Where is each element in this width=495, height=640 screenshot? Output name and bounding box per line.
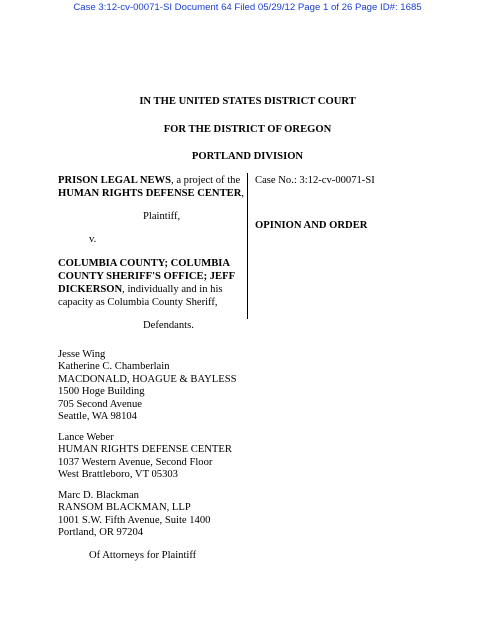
division-name: PORTLAND DIVISION [191, 151, 304, 162]
attorney-line: 1500 Hoge Building [58, 386, 145, 398]
versus: v. [89, 234, 97, 245]
defendants-label: Defendants. [143, 320, 194, 331]
plaintiff-org-comma: , [241, 188, 245, 199]
attorney-line: 705 Second Avenue [58, 398, 142, 410]
plaintiff-line-2 [58, 187, 244, 200]
document-title: OPINION AND ORDER [255, 220, 368, 231]
district-name: FOR THE DISTRICT OF OREGON [163, 124, 332, 135]
case-header: Case 3:12-cv-00071-SI Document 64 Filed 05/29/12 Page 1 of 26 Page ID#: 1685 [73, 2, 422, 13]
attorney-group-2 [58, 432, 232, 482]
attorney-line: 1037 Western Avenue, Second Floor [58, 456, 213, 468]
attorney-line: Marc D. Blackman [58, 490, 139, 501]
attorney-line: HUMAN RIGHTS DEFENSE CENTER [58, 444, 232, 456]
attorney-line: Jesse Wing [58, 349, 106, 360]
defendant-line-2: COUNTY SHERIFF'S OFFICE; JEFF [58, 271, 236, 282]
attorney-group-1 [58, 349, 237, 423]
plaintiff-name: PRISON LEGAL NEWS [58, 175, 172, 186]
court-name: IN THE UNITED STATES DISTRICT COURT [139, 96, 356, 107]
attorney-line: Katherine C. Chamberlain [58, 361, 170, 373]
attorney-line: Portland, OR 97204 [58, 527, 144, 539]
defendant-desc: , individually and in his [122, 284, 223, 295]
plaintiff-org: HUMAN RIGHTS DEFENSE CENTER [58, 188, 242, 199]
attorney-line: 1001 S.W. Fifth Avenue, Suite 1400 [58, 514, 211, 526]
plaintiff-line-1 [58, 174, 240, 187]
plaintiff-desc: , a project of the [171, 175, 241, 186]
attorney-line: MACDONALD, HOAGUE & BAYLESS [58, 373, 237, 385]
attorney-line: RANSOM BLACKMAN, LLP [58, 502, 191, 514]
attorney-line: Lance Weber [58, 432, 114, 443]
attorney-line: West Brattleboro, VT 05303 [58, 469, 178, 481]
of-attorneys-label: Of Attorneys for Plaintiff [89, 550, 197, 561]
defendant-line-1: COLUMBIA COUNTY; COLUMBIA [58, 258, 231, 269]
defendant-name: DICKERSON [58, 284, 123, 295]
defendant-line-4: capacity as Columbia County Sheriff, [58, 297, 218, 308]
defendant-line-3 [58, 283, 223, 296]
plaintiff-label: Plaintiff, [143, 211, 181, 222]
attorney-line: Seattle, WA 98104 [58, 411, 137, 423]
caption-divider [247, 173, 248, 319]
case-number: Case No.: 3:12-cv-00071-SI [255, 175, 375, 186]
attorney-group-3 [58, 490, 210, 540]
